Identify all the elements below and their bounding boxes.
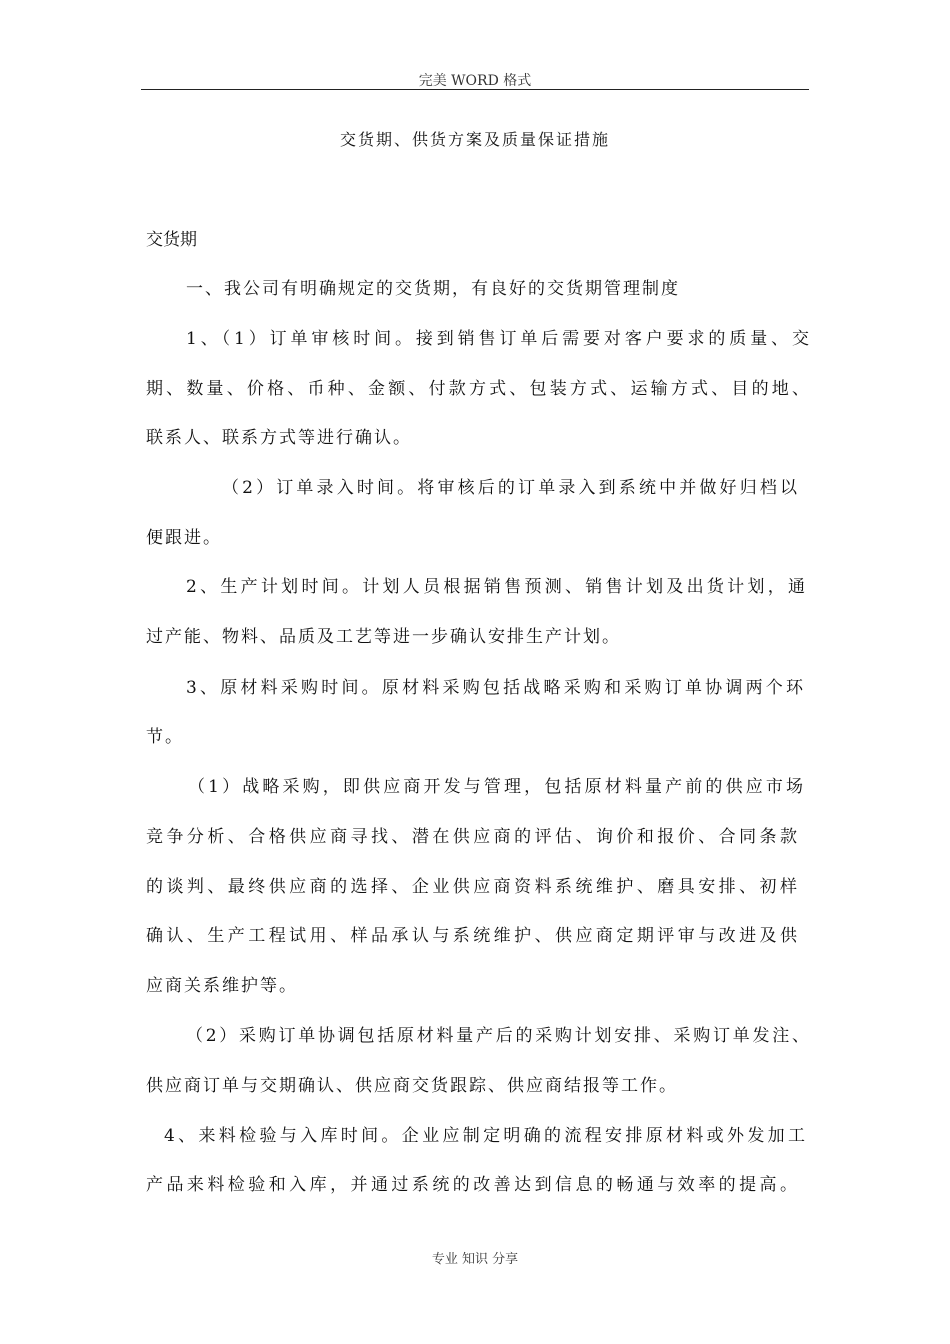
paragraph-line: （1）战略采购，即供应商开发与管理，包括原材料量产前的供应市场 [188, 777, 804, 797]
paragraph-line: 3、原材料采购时间。原材料采购包括战略采购和采购订单协调两个环 [186, 678, 804, 698]
paragraph-line: 节。 [146, 727, 184, 747]
paragraph-line: （2）采购订单协调包括原材料量产后的采购计划安排、采购订单发注、 [186, 1026, 810, 1046]
paragraph-line: 一、我公司有明确规定的交货期，有良好的交货期管理制度 [186, 279, 680, 299]
paragraph-line: 联系人、联系方式等进行确认。 [146, 428, 412, 448]
paragraph-line: 1、（1）订单审核时间。接到销售订单后需要对客户要求的质量、交 [186, 329, 810, 349]
paragraph-line: 产品来料检验和入库，并通过系统的改善达到信息的畅通与效率的提高。 [146, 1175, 798, 1195]
header-rule [141, 89, 809, 90]
paragraph-line: 4、来料检验与入库时间。企业应制定明确的流程安排原材料或外发加工 [164, 1126, 806, 1146]
document-title: 交货期、供货方案及质量保证措施 [339, 130, 610, 149]
paragraph-line: 便跟进。 [146, 528, 222, 548]
page-header: 完美 WORD 格式 [418, 73, 532, 89]
paragraph-line: 的谈判、最终供应商的选择、企业供应商资料系统维护、磨具安排、初样 [146, 877, 798, 897]
paragraph-line: 供应商订单与交期确认、供应商交货跟踪、供应商结报等工作。 [146, 1076, 678, 1096]
paragraph-line: 过产能、物料、品质及工艺等进一步确认安排生产计划。 [146, 627, 621, 647]
page-footer: 专业 知识 分享 [431, 1252, 519, 1267]
paragraph-line: 2、生产计划时间。计划人员根据销售预测、销售计划及出货计划，通 [186, 577, 806, 597]
paragraph-line: 期、数量、价格、币种、金额、付款方式、包装方式、运输方式、目的地、 [146, 379, 810, 399]
paragraph-line: （2）订单录入时间。将审核后的订单录入到系统中并做好归档以 [222, 478, 798, 498]
paragraph-line: 应商关系维护等。 [146, 976, 298, 996]
paragraph-line: 竞争分析、合格供应商寻找、潜在供应商的评估、询价和报价、合同条款 [146, 827, 798, 847]
paragraph-line: 确认、生产工程试用、样品承认与系统维护、供应商定期评审与改进及供 [146, 926, 798, 946]
section-heading: 交货期 [146, 230, 197, 250]
